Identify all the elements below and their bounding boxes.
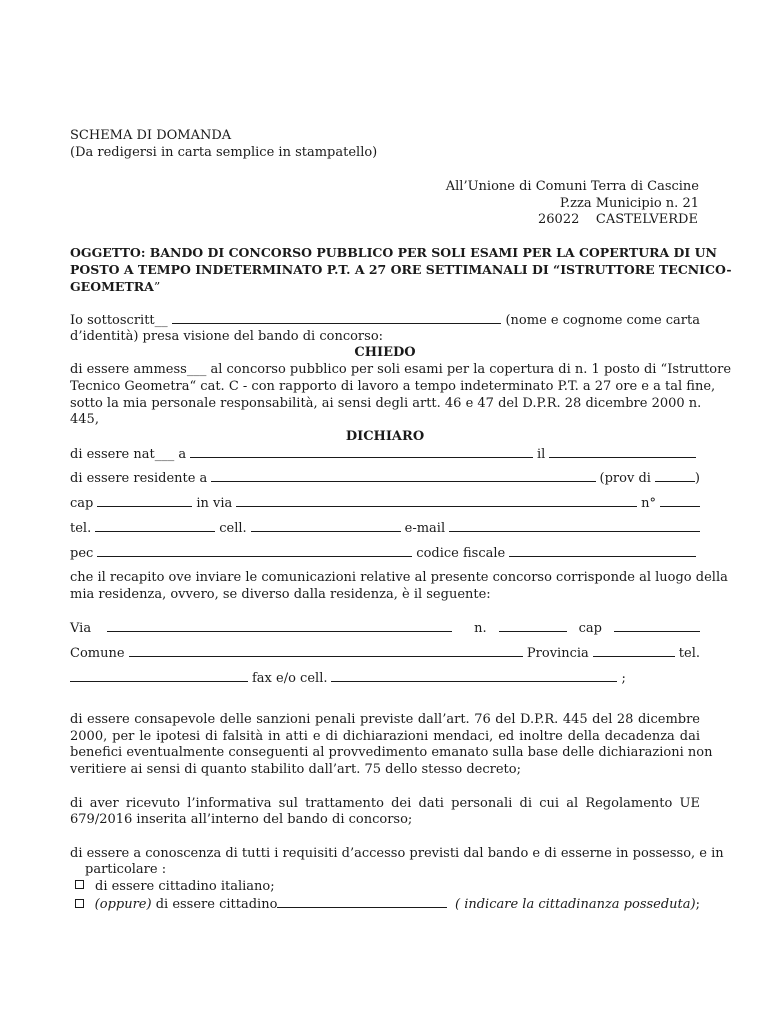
prov-close: ) bbox=[694, 471, 700, 486]
recapito-tel-field[interactable] bbox=[70, 670, 248, 682]
street-field[interactable] bbox=[236, 495, 637, 507]
intro-suffix: (nome e cognome come carta bbox=[505, 313, 700, 328]
consapevole-line-3: benefici eventualmente conseguenti al provvedimento emanato sulla base delle dichiarazioni non bbox=[70, 745, 713, 760]
citizenship-option-italian bbox=[70, 879, 700, 895]
chiedo-heading: CHIEDO bbox=[354, 345, 416, 360]
consapevole-line-1: di essere consapevole delle sanzioni penali previste dall’art. 76 del D.P.R. 445 del 28 dicembre bbox=[70, 712, 700, 727]
consapevole-line-4: veritiere ai sensi di quanto stabilito dall’art. 75 dello stesso decreto; bbox=[70, 762, 521, 777]
italian-citizen-label: di essere cittadino italiano; bbox=[95, 879, 275, 894]
citizenship-option-other bbox=[70, 896, 700, 913]
chiedo-line-2: Tecnico Geometra“ cat. C - con rapporto di lavoro a tempo indeterminato P.T. a 27 ore e a tal fine, bbox=[70, 379, 716, 394]
in-via-label: in via bbox=[196, 496, 233, 511]
birth-date-field[interactable] bbox=[549, 446, 696, 458]
subject-line-2: POSTO A TEMPO INDETERMINATO P.T. A 27 ORE SETTIMANALI DI “ISTRUTTORE TECNICO- bbox=[70, 262, 732, 277]
born-label: di essere nat___ a bbox=[70, 447, 187, 462]
citizenship-field[interactable] bbox=[277, 896, 447, 908]
recapito-fax-label: fax e/o cell. bbox=[252, 671, 328, 686]
address-row bbox=[70, 495, 700, 512]
birth-row bbox=[70, 446, 700, 463]
subject-line-3 bbox=[70, 279, 700, 295]
email-label: e-mail bbox=[404, 521, 446, 536]
recipient-line-2: P.zza Municipio n. 21 bbox=[559, 196, 699, 211]
dichiaro-heading: DICHIARO bbox=[345, 429, 425, 444]
chiedo-line-3: sotto la mia personale responsabilità, ai sensi degli artt. 46 e 47 del D.P.R. 28 dicembre 2000 n. bbox=[70, 396, 702, 411]
birthplace-field[interactable] bbox=[190, 446, 533, 458]
recapito-n-label: n. bbox=[474, 621, 487, 636]
full-name-field[interactable] bbox=[172, 312, 502, 324]
subject-geometra: GEOMETRA bbox=[70, 279, 154, 294]
recapito-via-row bbox=[70, 620, 700, 637]
chiedo-line-1: di essere ammess___ al concorso pubblico per soli esami per la copertura di n. 1 posto di “Istruttore bbox=[70, 362, 732, 377]
pec-label: pec bbox=[70, 546, 94, 561]
intro-line-2: d’identità) presa visione del bando di concorso: bbox=[70, 329, 384, 344]
chiedo-line-4: 445, bbox=[70, 412, 99, 427]
recapito-via-field[interactable] bbox=[107, 620, 452, 632]
tel-field[interactable] bbox=[95, 520, 215, 532]
recapito-comune-row bbox=[70, 645, 700, 662]
recapito-line-2: mia residenza, ovvero, se diverso dalla residenza, è il seguente: bbox=[70, 587, 491, 602]
informativa-line-1: di aver ricevuto l’informativa sul trattamento dei dati personali di cui al Regolamento UE bbox=[70, 796, 700, 811]
tel-label: tel. bbox=[70, 521, 92, 536]
recapito-tel-label: tel. bbox=[678, 646, 700, 661]
prov-label: (prov di bbox=[599, 471, 651, 486]
recapito-end: ; bbox=[621, 671, 626, 686]
contacts-row bbox=[70, 520, 700, 537]
italian-citizen-checkbox[interactable] bbox=[75, 880, 84, 889]
recapito-fax-field[interactable] bbox=[331, 670, 617, 682]
recapito-provincia-label: Provincia bbox=[526, 646, 589, 661]
recapito-n-field[interactable] bbox=[499, 620, 567, 632]
birth-date-label: il bbox=[537, 447, 546, 462]
codice-fiscale-field[interactable] bbox=[509, 545, 696, 557]
email-field[interactable] bbox=[449, 520, 700, 532]
codice-fiscale-label: codice fiscale bbox=[416, 546, 506, 561]
recapito-line-1: che il recapito ove inviare le comunicazioni relative al presente concorso corrisponde al luogo della bbox=[70, 570, 728, 585]
recapito-via-label: Via bbox=[70, 621, 92, 636]
subject-line-1: OGGETTO: BANDO DI CONCORSO PUBBLICO PER SOLI ESAMI PER LA COPERTURA DI UN bbox=[70, 245, 717, 260]
citizenship-end: ; bbox=[695, 897, 700, 912]
cap-field[interactable] bbox=[97, 495, 192, 507]
cell-label: cell. bbox=[219, 521, 247, 536]
province-field[interactable] bbox=[655, 470, 695, 482]
requisiti-line-1: di essere a conoscenza di tutti i requisiti d’accesso previsti dal bando e di esserne in possesso, e in bbox=[70, 846, 724, 861]
cap-label: cap bbox=[70, 496, 94, 511]
residence-city-field[interactable] bbox=[211, 470, 595, 482]
recapito-provincia-field[interactable] bbox=[593, 645, 675, 657]
residence-row bbox=[70, 470, 700, 487]
recapito-cap-label: cap bbox=[578, 621, 602, 636]
form-subtitle: (Da redigersi in carta semplice in stampatello) bbox=[70, 145, 378, 160]
street-number-field[interactable] bbox=[660, 495, 700, 507]
cell-field[interactable] bbox=[251, 520, 401, 532]
recapito-comune-label: Comune bbox=[70, 646, 125, 661]
other-citizenship-checkbox[interactable] bbox=[75, 899, 84, 908]
pec-row bbox=[70, 545, 700, 562]
intro-prefix: Io sottoscritt__ bbox=[70, 313, 168, 328]
recipient-line-1: All’Unione di Comuni Terra di Cascine bbox=[445, 179, 699, 194]
requisiti-line-2: particolare : bbox=[85, 862, 167, 877]
other-citizen-label: di essere cittadino bbox=[151, 897, 278, 912]
informativa-line-2: 679/2016 inserita all’interno del bando di concorso; bbox=[70, 812, 413, 827]
intro-line-1 bbox=[70, 312, 700, 329]
form-title: SCHEMA DI DOMANDA bbox=[70, 128, 232, 143]
oppure-label: (oppure) bbox=[94, 897, 152, 912]
recapito-fax-row bbox=[70, 670, 700, 687]
recipient-line-3: 26022 CASTELVERDE bbox=[538, 212, 698, 227]
recapito-cap-field[interactable] bbox=[614, 620, 700, 632]
subject-end-quote: ” bbox=[153, 279, 161, 294]
street-number-label: n° bbox=[641, 496, 656, 511]
pec-field[interactable] bbox=[97, 545, 412, 557]
resident-label: di essere residente a bbox=[70, 471, 208, 486]
recapito-comune-field[interactable] bbox=[129, 645, 523, 657]
citizenship-note: ( indicare la cittadinanza posseduta) bbox=[455, 897, 696, 912]
consapevole-line-2: 2000, per le ipotesi di falsità in atti e di dichiarazioni mendaci, ed inoltre della decadenza dai bbox=[70, 729, 700, 744]
